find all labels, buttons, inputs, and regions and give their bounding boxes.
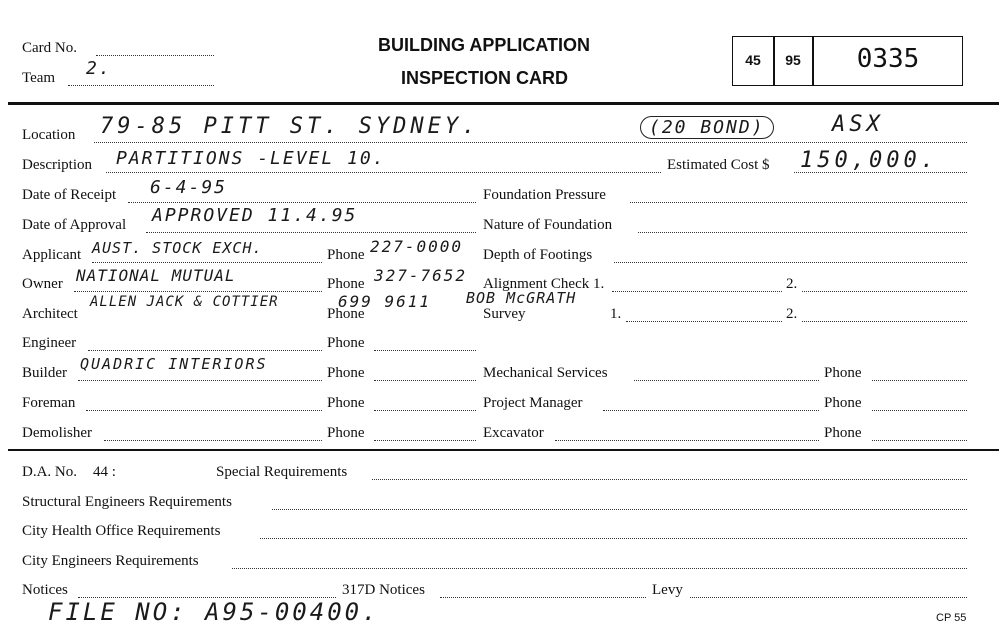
location-field: [94, 142, 967, 143]
engineer-label: Engineer: [22, 335, 77, 351]
box-cell-95: 95: [785, 52, 801, 68]
notices-317d-field: [440, 597, 646, 598]
date-approval-label: Date of Approval: [22, 217, 127, 233]
middle-rule: [8, 449, 999, 451]
builder-label: Builder: [22, 365, 67, 381]
foundation-pressure-label: Foundation Pressure: [483, 187, 606, 203]
builder-phone-label: Phone: [327, 365, 365, 381]
health-requirements-label: City Health Office Requirements: [22, 523, 221, 539]
architect-phone-label: Phone: [327, 306, 365, 322]
engineer-phone-label: Phone: [327, 335, 365, 351]
location-extra: ASX: [832, 112, 884, 137]
da-no-value: 44 :: [93, 464, 116, 480]
builder-value: QUADRIC INTERIORS: [80, 355, 268, 373]
card-no-label: Card No.: [22, 40, 77, 56]
demolisher-phone-label: Phone: [327, 425, 365, 441]
survey-1-label: 1.: [610, 306, 622, 322]
excavator-label: Excavator: [483, 425, 544, 441]
alignment-label: Alignment Check 1.: [483, 276, 605, 292]
architect-contact: BOB McGRATH: [466, 289, 577, 307]
da-no-label: D.A. No.: [22, 464, 77, 480]
engineer-phone-field: [374, 350, 476, 351]
location-label: Location: [22, 127, 76, 143]
applicant-value: AUST. STOCK EXCH.: [92, 239, 263, 257]
title-line-1: BUILDING APPLICATION: [378, 35, 590, 55]
owner-phone-value: 327-7652: [374, 266, 468, 285]
date-receipt-field: [128, 202, 476, 203]
estimated-cost-label: Estimated Cost $: [667, 157, 770, 173]
levy-label: Levy: [652, 582, 683, 598]
excavator-phone-field: [872, 440, 967, 441]
structural-requirements-field: [272, 509, 967, 510]
foreman-phone-field: [374, 410, 476, 411]
description-field: [106, 172, 661, 173]
project-manager-field: [603, 410, 819, 411]
survey-label: Survey: [483, 306, 526, 322]
health-requirements-field: [260, 538, 967, 539]
owner-field: [74, 291, 322, 292]
structural-requirements-label: Structural Engineers Requirements: [22, 494, 232, 510]
excavator-field: [555, 440, 819, 441]
date-approval-value: APPROVED 11.4.95: [152, 205, 358, 226]
box-cell-45: 45: [745, 52, 761, 68]
header-rule: [8, 102, 999, 105]
box-number: 0335: [856, 44, 920, 74]
demolisher-phone-field: [374, 440, 476, 441]
owner-phone-label: Phone: [327, 276, 365, 292]
excavator-phone-label: Phone: [824, 425, 862, 441]
applicant-phone-value: 227-0000: [370, 237, 464, 256]
special-requirements-field: [372, 479, 967, 480]
demolisher-field: [104, 440, 322, 441]
form-code: CP 55: [936, 612, 967, 624]
foreman-phone-label: Phone: [327, 395, 365, 411]
mechanical-label: Mechanical Services: [483, 365, 608, 381]
owner-value: NATIONAL MUTUAL: [76, 266, 236, 285]
builder-phone-field: [374, 380, 476, 381]
location-value: 79-85 PITT ST. SYDNEY.: [100, 114, 480, 139]
engineer-field: [88, 350, 322, 351]
project-manager-label: Project Manager: [483, 395, 583, 411]
architect-phone-value: 699 9611: [338, 292, 432, 311]
project-manager-phone-field: [872, 410, 967, 411]
project-manager-phone-label: Phone: [824, 395, 862, 411]
depth-footings-label: Depth of Footings: [483, 247, 593, 263]
location-note: (20 BOND): [640, 116, 774, 139]
mechanical-phone-label: Phone: [824, 365, 862, 381]
file-number: FILE NO: A95-00400.: [48, 598, 380, 626]
estimated-cost-value: 150,000.: [800, 148, 938, 173]
architect-value: ALLEN JACK & COTTIER: [90, 294, 279, 310]
builder-field: [78, 380, 322, 381]
foreman-field: [86, 410, 322, 411]
team-label: Team: [22, 70, 56, 86]
survey-2-field: [802, 321, 967, 322]
survey-1-field: [626, 321, 782, 322]
title-line-2: INSPECTION CARD: [401, 68, 569, 88]
applicant-phone-label: Phone: [327, 247, 365, 263]
team-field: [68, 85, 214, 86]
survey-2-label: 2.: [786, 306, 798, 322]
date-receipt-label: Date of Receipt: [22, 187, 117, 203]
applicant-field: [92, 262, 322, 263]
nature-foundation-label: Nature of Foundation: [483, 217, 613, 233]
notices-317d-label: 317D Notices: [342, 582, 425, 598]
city-engineers-requirements-field: [232, 568, 967, 569]
depth-footings-field: [614, 262, 967, 263]
foreman-label: Foreman: [22, 395, 76, 411]
mechanical-phone-field: [872, 380, 967, 381]
date-approval-field: [146, 232, 476, 233]
special-requirements-label: Special Requirements: [216, 464, 348, 480]
levy-field: [690, 597, 967, 598]
description-label: Description: [22, 157, 92, 173]
architect-label: Architect: [22, 306, 78, 322]
alignment-2-field: [802, 291, 967, 292]
nature-foundation-field: [638, 232, 967, 233]
demolisher-label: Demolisher: [22, 425, 92, 441]
alignment-2-label: 2.: [786, 276, 798, 292]
card-no-field: [96, 55, 214, 56]
notices-label: Notices: [22, 582, 68, 598]
alignment-1-field: [612, 291, 782, 292]
owner-label: Owner: [22, 276, 63, 292]
foundation-pressure-field: [630, 202, 967, 203]
date-receipt-value: 6-4-95: [150, 177, 228, 198]
applicant-label: Applicant: [22, 247, 82, 263]
mechanical-field: [634, 380, 819, 381]
team-value: 2.: [86, 58, 112, 79]
description-value: PARTITIONS -LEVEL 10.: [116, 148, 386, 169]
city-engineers-requirements-label: City Engineers Requirements: [22, 553, 199, 569]
